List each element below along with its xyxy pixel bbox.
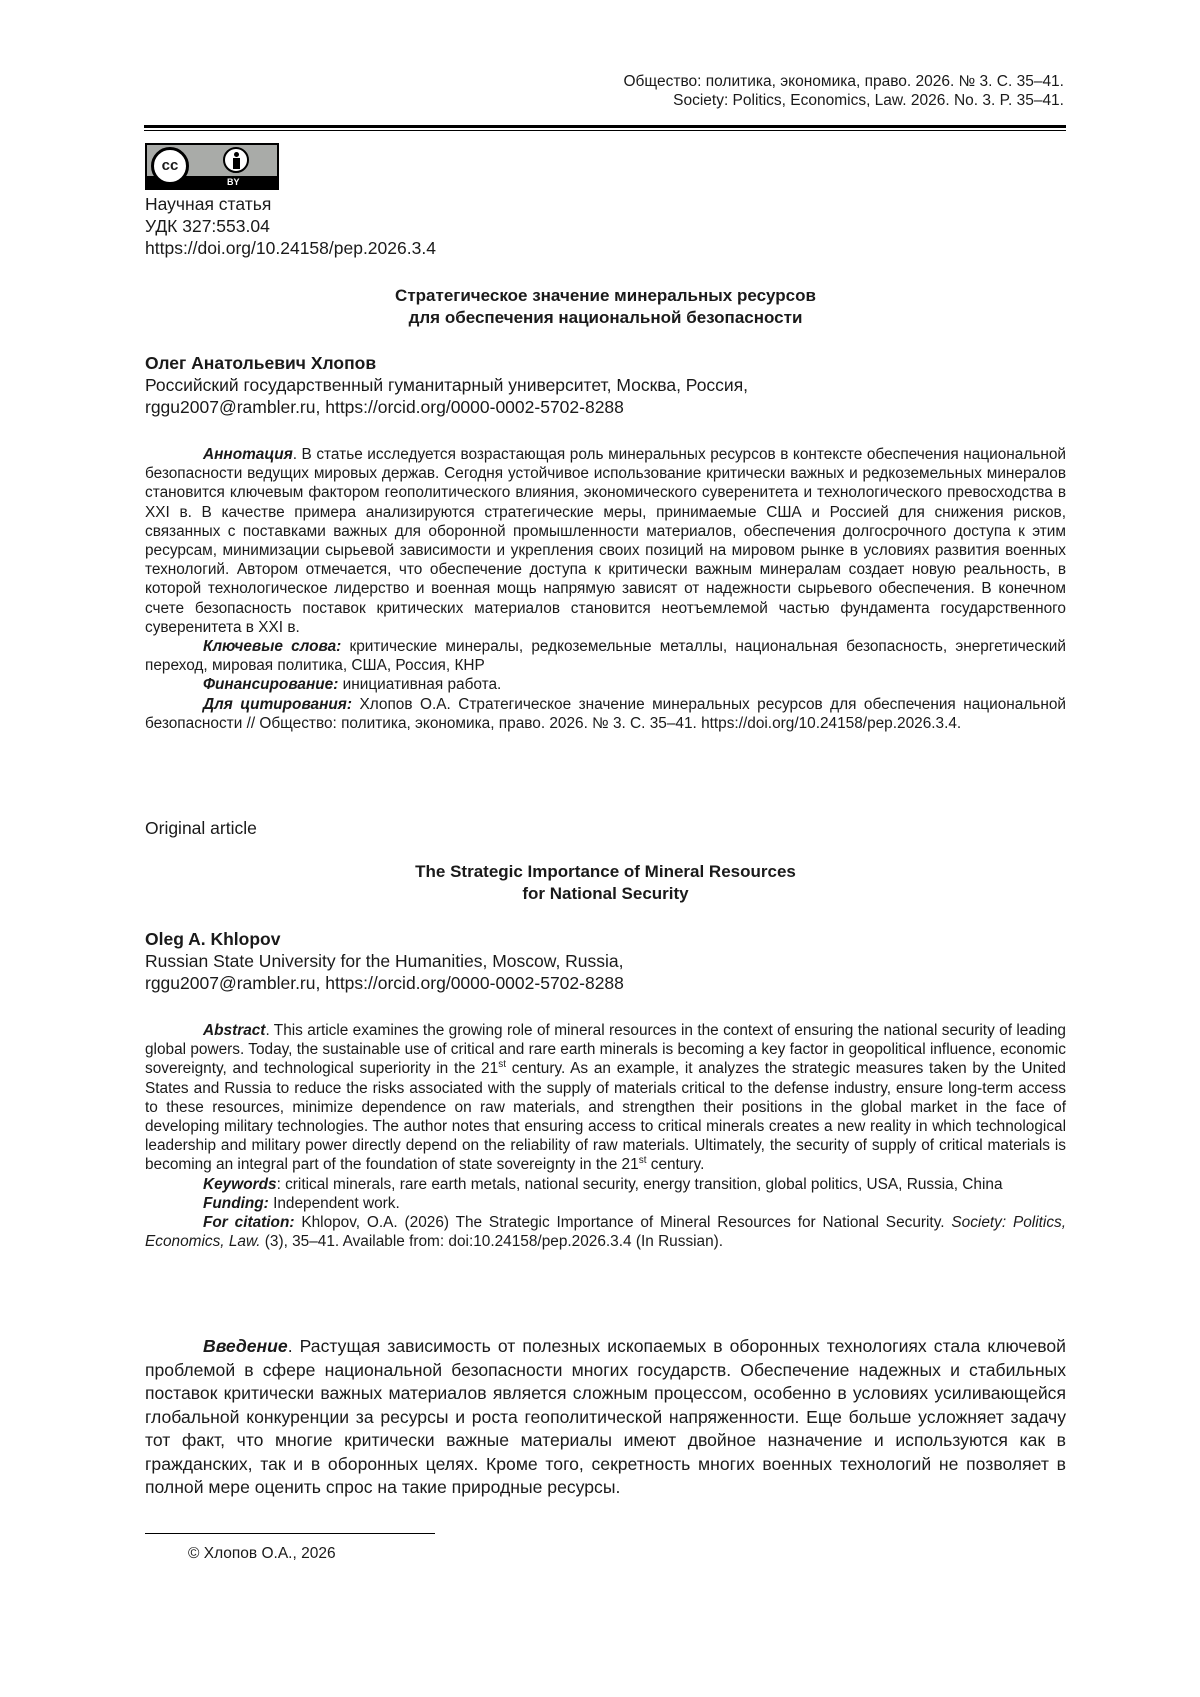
abstract-text-en-1: . This article examines the growing role of mineral resources in the context of ensuring the national security of leading global powers. Today, the sustainable use of critical and rare earth minerals is becoming a key factor in geopolitical influence, economic sovereignty, and technological superiority in the 21 <box>145 1022 1066 1078</box>
title-en-line-2: for National Security <box>522 884 689 903</box>
funding-ru <box>145 675 1066 694</box>
article-type-en: Original article <box>145 818 257 838</box>
citation-ru <box>145 695 1066 733</box>
abstract-ru <box>145 445 1066 733</box>
superscript-st-2: st <box>638 1155 647 1167</box>
abstract-label-ru: Аннотация <box>203 446 293 463</box>
copyright-footnote: © Хлопов О.А., 2026 <box>188 1545 336 1562</box>
header-rule-thin <box>144 130 1066 131</box>
article-meta <box>145 193 436 259</box>
citation-en <box>145 1213 1066 1251</box>
introduction-paragraph <box>145 1335 1066 1500</box>
introduction-label: Введение <box>203 1336 288 1356</box>
abstract-text-en-3: century. <box>646 1156 705 1174</box>
superscript-st-1: st <box>498 1059 506 1071</box>
abstract-paragraph-ru <box>145 445 1066 637</box>
journal-citation-en: Society: Politics, Economics, Law. 2026. No. 3. P. 35–41. <box>673 92 1064 109</box>
funding-label-en: Funding: <box>203 1194 269 1212</box>
author-name-ru: Олег Анатольевич Хлопов <box>145 353 377 373</box>
citation-label-ru: Для цитирования: <box>203 695 352 713</box>
author-block-ru <box>145 352 748 418</box>
keywords-text-ru: критические минералы, редкоземельные металлы, национальная безопасность, энергетический переход, мировая политика, США, Россия, КНР <box>145 638 1066 675</box>
header-rule <box>144 125 1066 128</box>
affiliation-en: Russian State University for the Humanities, Moscow, Russia, <box>145 951 624 971</box>
affiliation-ru: Российский государственный гуманитарный университет, Москва, Россия, <box>145 375 749 395</box>
abstract-en <box>145 1021 1066 1251</box>
contacts-ru[interactable]: rggu2007@rambler.ru, https://orcid.org/0000-0002-5702-8288 <box>145 397 624 417</box>
article-title-ru <box>145 285 1066 329</box>
citation-label-en: For citation: <box>203 1214 295 1232</box>
abstract-text-en-2: century. As an example, it analyzes the strategic measures taken by the United States and Russia to reduce the risks associated with the supply of materials critical to the defense industry, ensure long-term access to these resources, minimize dependence on raw materials, and strengthen their positions in the global market in the face of developing military technologies. The author notes that ensuring access to critical minerals creates a new reality in which technological leadership and military power directly depend on the reliability of raw materials. Ultimately, the security of supply of critical materials is becoming an integral part of the foundation of state sovereignty in the 21 <box>145 1060 1066 1174</box>
citation-journal-en: Society: Politics, Economics, Law. <box>145 1214 1066 1251</box>
doi-link[interactable]: https://doi.org/10.24158/pep.2026.3.4 <box>145 238 436 258</box>
cc-icon: cc <box>151 147 189 185</box>
keywords-label-ru: Ключевые слова: <box>203 638 342 656</box>
keywords-label-en: Keywords <box>203 1175 277 1193</box>
author-name-en: Oleg A. Khlopov <box>145 929 281 949</box>
citation-text-ru: Хлопов О.А. Стратегическое значение минеральных ресурсов для обеспечения национальной безопасности // Общество: политика, экономика, право. 2026. № 3. С. 35–41. https://doi.org/10.24158/pep.2026.3.4. <box>145 695 1066 732</box>
abstract-paragraph-en <box>145 1021 1066 1175</box>
by-label: BY <box>227 177 240 187</box>
journal-header <box>623 72 1064 110</box>
funding-text-en: Independent work. <box>268 1194 400 1212</box>
udk-code: УДК 327:553.04 <box>145 216 270 236</box>
title-ru-line-1: Стратегическое значение минеральных ресурсов <box>395 286 816 305</box>
keywords-text-en: : critical minerals, rare earth metals, national security, energy transition, global politics, USA, Russia, China <box>276 1175 1003 1193</box>
footnote-rule <box>145 1533 435 1534</box>
creative-commons-by-icon[interactable] <box>145 143 279 190</box>
contacts-en[interactable]: rggu2007@rambler.ru, https://orcid.org/0000-0002-5702-8288 <box>145 973 624 993</box>
funding-text-ru: инициативная работа. <box>338 676 502 694</box>
article-title-en <box>145 861 1066 905</box>
keywords-ru <box>145 637 1066 675</box>
attribution-icon <box>223 147 249 173</box>
title-en-line-1: The Strategic Importance of Mineral Resources <box>415 862 796 881</box>
keywords-en <box>145 1175 1066 1194</box>
introduction-text: . Растущая зависимость от полезных ископаемых в оборонных технологиях стала ключевой проблемой в сфере национальной безопасности многих государств. Обеспечение надежных и стабильных поставок критически важных материалов является сложным процессом, особенно в условиях усиливающейся глобальной конкуренции за ресурсы и роста геополитической напряженности. Еще больше усложняет задачу тот факт, что многие критически важные материалы имеют двойное назначение и используются как в гражданских, так и в оборонных целях. Кроме того, секретность многих военных технологий не позволяет в полной мере оценить спрос на такие природные ресурсы. <box>145 1336 1066 1497</box>
journal-citation-ru: Общество: политика, экономика, право. 2026. № 3. С. 35–41. <box>623 73 1064 90</box>
author-block-en <box>145 928 624 994</box>
article-type-ru: Научная статья <box>145 194 272 214</box>
funding-label-ru: Финансирование: <box>203 676 339 694</box>
citation-text-en-2: (3), 35–41. Available from: doi:10.24158/pep.2026.3.4 (In Russian). <box>260 1233 724 1251</box>
funding-en <box>145 1194 1066 1213</box>
introduction-section <box>145 1335 1066 1500</box>
abstract-text-ru: . В статье исследуется возрастающая роль минеральных ресурсов в контексте обеспечения национальной безопасности ведущих мировых держав. Сегодня устойчивое использование критически важных и редкоземельных минералов становится ключевым фактором геополитического влияния, экономического суверенитета и технологического превосходства в XXI в. В качестве примера анализируются стратегические меры, принимаемые США и Россией для снижения рисков, связанных с поставками важных для оборонной промышленности материалов, обеспечения долгосрочного доступа к этим ресурсам, минимизации сырьевой зависимости и укрепления своих позиций на мировом рынке в условиях развития военных технологий. Автором отмечается, что обеспечение доступа к критически важным минералам создает новую реальность, в которой технологическое лидерство и военная мощь напрямую зависят от надежности сырьевого обеспечения. В конечном счете безопасность поставок критических материалов становится неотъемлемой частью фундамента государственного суверенитета в XXI в. <box>145 446 1066 636</box>
citation-text-en-1: Khlopov, O.A. (2026) The Strategic Importance of Mineral Resources for National Security. <box>294 1214 952 1232</box>
abstract-label-en: Abstract <box>203 1022 266 1039</box>
title-ru-line-2: для обеспечения национальной безопасности <box>408 308 803 327</box>
